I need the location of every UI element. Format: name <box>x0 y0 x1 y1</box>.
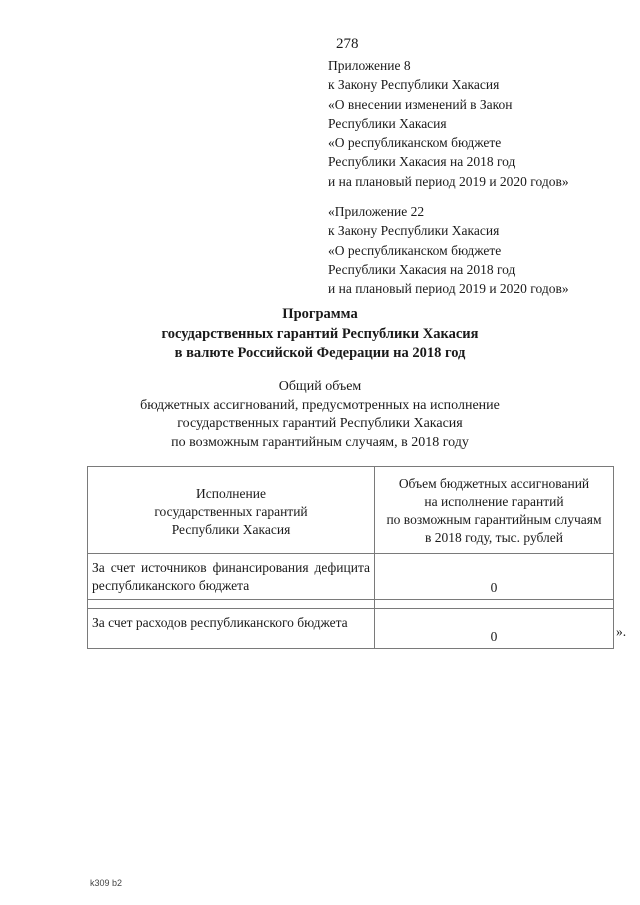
row-value: 0 <box>375 554 614 600</box>
closing-quote: ». <box>616 624 627 639</box>
appendix-header-line: к Закону Республики Хакасия <box>328 77 500 93</box>
header-line: Исполнение <box>196 486 266 501</box>
appendix-original-line: «О республиканском бюджете <box>328 242 502 258</box>
appendix-original-line: и на плановый период 2019 и 2020 годов» <box>328 281 569 297</box>
title-line: Программа <box>282 306 358 322</box>
appendix-header-line: и на плановый период 2019 и 2020 годов» <box>328 173 569 189</box>
title-line: в валюте Российской Федерации на 2018 год <box>174 345 466 361</box>
appendix-original <box>328 202 569 298</box>
appendix-original-line: «Приложение 22 <box>328 204 425 219</box>
guarantees-table <box>87 466 614 649</box>
column-header-volume <box>375 467 614 554</box>
header-line: Объем бюджетных ассигнований <box>398 476 590 491</box>
header-line: Республики Хакасия <box>171 522 291 537</box>
row-spacer <box>88 600 614 609</box>
table-row <box>88 554 614 600</box>
appendix-original-line: к Закону Республики Хакасия <box>328 223 500 239</box>
appendix-header-line: Приложение 8 <box>328 58 411 73</box>
header-line: по возможным гарантийным случаям <box>386 512 602 527</box>
subtitle-line: по возможным гарантийным случаям, в 2018 году <box>171 434 469 450</box>
row-label: За счет расходов республиканского бюджета <box>88 609 375 649</box>
table-row <box>88 609 614 649</box>
subtitle-line: бюджетных ассигнований, предусмотренных на исполнение <box>140 397 500 413</box>
header-line: государственных гарантий <box>154 504 308 519</box>
table-header-row <box>88 467 614 554</box>
appendix-header-line: Республики Хакасия на 2018 год <box>328 154 516 170</box>
appendix-header-line: «О республиканском бюджете <box>328 135 502 151</box>
document-title <box>0 305 640 364</box>
appendix-header-line: Республики Хакасия <box>328 115 447 131</box>
header-line: в 2018 году, тыс. рублей <box>424 530 564 545</box>
row-value: 0 <box>375 609 614 649</box>
subtitle-line: государственных гарантий Республики Хакасия <box>177 416 463 431</box>
column-header-execution <box>88 467 375 554</box>
appendix-header-line: «О внесении изменений в Закон <box>328 96 513 112</box>
footer-code: k309 b2 <box>90 878 123 888</box>
title-line: государственных гарантий Республики Хакасия <box>161 325 479 342</box>
header-line: на исполнение гарантий <box>424 494 564 509</box>
subtitle-line: Общий объем <box>278 379 362 394</box>
page-number: 278 <box>336 36 359 52</box>
appendix-original-line: Республики Хакасия на 2018 год <box>328 261 516 277</box>
document-subtitle <box>0 378 640 452</box>
appendix-header <box>328 56 569 191</box>
row-label: За счет источников финансирования дефицита республиканского бюджета <box>88 554 375 600</box>
